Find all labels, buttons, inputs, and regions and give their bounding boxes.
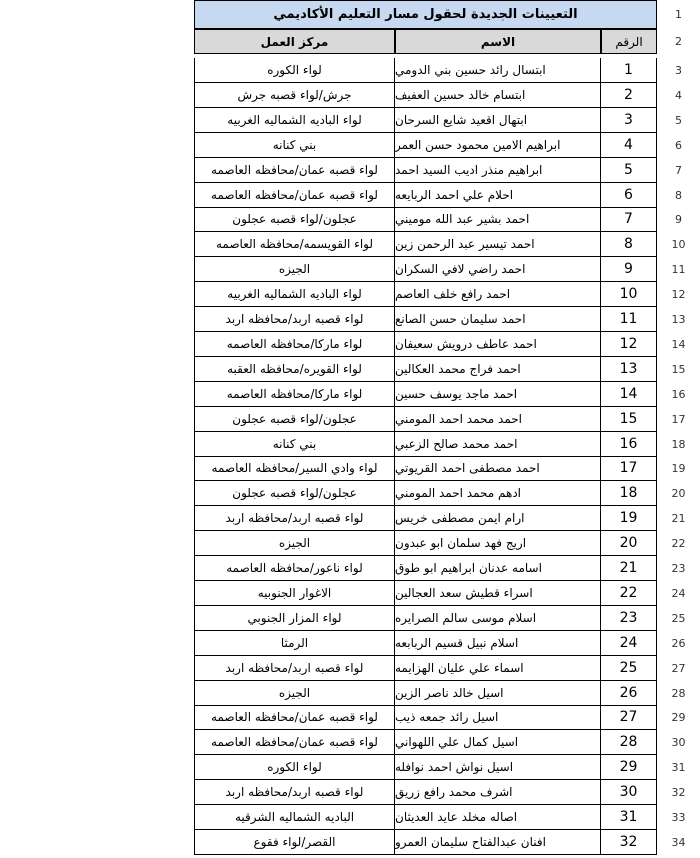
header-number[interactable]: الرقم xyxy=(601,29,657,54)
number-cell[interactable]: 26 xyxy=(601,681,657,706)
number-cell[interactable]: 2 xyxy=(601,83,657,108)
work-center-cell[interactable]: لواء الباديه الشماليه الغربيه xyxy=(194,282,395,307)
name-cell[interactable]: احمد عاطف درويش سعيفان xyxy=(395,332,601,357)
row-number[interactable]: 31 xyxy=(671,761,686,775)
table-row xyxy=(0,282,700,307)
work-center-cell[interactable]: لواء القويره/محافظه العقبه xyxy=(194,357,395,382)
number-cell[interactable]: 12 xyxy=(601,332,657,357)
number-cell[interactable]: 23 xyxy=(601,606,657,631)
row-number[interactable]: 15 xyxy=(671,362,686,376)
name-cell[interactable]: احمد محمد احمد المومني xyxy=(395,407,601,432)
work-center-cell[interactable]: الجيزه xyxy=(194,531,395,556)
number-cell[interactable]: 28 xyxy=(601,730,657,755)
row-number[interactable]: 30 xyxy=(671,736,686,750)
title-row xyxy=(0,0,700,29)
work-center-cell[interactable]: لواء قصبه عمان/محافظه العاصمه xyxy=(194,730,395,755)
row-number[interactable]: 17 xyxy=(671,412,686,426)
number-cell[interactable]: 31 xyxy=(601,805,657,830)
row-number[interactable]: 2 xyxy=(675,35,682,48)
row-number[interactable]: 11 xyxy=(671,263,686,277)
row-number[interactable]: 20 xyxy=(671,487,686,501)
name-cell[interactable]: ارام ايمن مصطفى خريس xyxy=(395,506,601,531)
name-cell[interactable]: ادهم محمد احمد المومني xyxy=(395,481,601,506)
row-number[interactable]: 29 xyxy=(671,711,686,725)
table-row xyxy=(0,407,700,432)
name-cell[interactable]: ابراهيم الامين محمود حسن العمر xyxy=(395,133,601,158)
work-center-cell[interactable]: لواء قصبه اربد/محافظه اربد xyxy=(194,780,395,805)
row-number[interactable]: 9 xyxy=(675,213,682,227)
header-work-center[interactable]: مركز العمل xyxy=(194,29,395,54)
row-number[interactable]: 26 xyxy=(671,636,686,650)
name-cell[interactable]: اسامه عدنان ابراهيم ابو طوق xyxy=(395,556,601,581)
table-row xyxy=(0,780,700,805)
number-cell[interactable]: 24 xyxy=(601,631,657,656)
row-number[interactable]: 7 xyxy=(675,163,682,177)
table-row xyxy=(0,108,700,133)
work-center-cell[interactable]: لواء ماركا/محافظه العاصمه xyxy=(194,332,395,357)
work-center-cell[interactable]: لواء المزار الجنوبي xyxy=(194,606,395,631)
name-cell[interactable]: ابتسال رائد حسين بني الدومي xyxy=(395,58,601,83)
row-number[interactable]: 27 xyxy=(671,661,686,675)
name-cell[interactable]: اسلام موسى سالم الصرايره xyxy=(395,606,601,631)
number-cell[interactable]: 6 xyxy=(601,183,657,208)
number-cell[interactable]: 11 xyxy=(601,307,657,332)
table-row xyxy=(0,581,700,606)
work-center-cell[interactable]: جرش/لواء قصبه جرش xyxy=(194,83,395,108)
table-row xyxy=(0,481,700,506)
work-center-cell[interactable]: لواء القويسمه/محافظه العاصمه xyxy=(194,232,395,257)
number-cell[interactable]: 32 xyxy=(601,830,657,855)
row-number[interactable]: 13 xyxy=(671,313,686,326)
work-center-cell[interactable]: لواء قصبه اربد/محافظه اربد xyxy=(194,506,395,531)
name-cell[interactable]: ابراهيم منذر اديب السيد احمد xyxy=(395,158,601,183)
name-cell[interactable]: احلام علي احمد الربايعه xyxy=(395,183,601,208)
number-cell[interactable]: 1 xyxy=(601,58,657,83)
number-cell[interactable]: 16 xyxy=(601,432,657,457)
row-number[interactable]: 22 xyxy=(671,537,686,551)
number-cell[interactable]: 15 xyxy=(601,407,657,432)
table-row xyxy=(0,232,700,257)
name-cell[interactable]: احمد تيسير عبد الرحمن زين xyxy=(395,232,601,257)
row-number[interactable]: 23 xyxy=(671,562,686,575)
work-center-cell[interactable]: بني كنانه xyxy=(194,432,395,457)
name-cell[interactable]: احمد فراج محمد العكالين xyxy=(395,357,601,382)
row-number[interactable]: 8 xyxy=(675,188,682,202)
row-number[interactable]: 33 xyxy=(671,811,686,824)
table-row xyxy=(0,257,700,282)
row-number[interactable]: 32 xyxy=(671,786,686,800)
name-cell[interactable]: احمد رافع خلف العاصم xyxy=(395,282,601,307)
table-row xyxy=(0,506,700,531)
table-row xyxy=(0,656,700,681)
table-row xyxy=(0,730,700,755)
header-row xyxy=(0,29,700,54)
row-number[interactable]: 34 xyxy=(671,835,686,849)
table-row xyxy=(0,332,700,357)
work-center-cell[interactable]: القصر/لواء فقوع xyxy=(194,830,395,855)
number-cell[interactable]: 21 xyxy=(601,556,657,581)
name-cell[interactable]: افنان عبدالفتاح سليمان العمرو xyxy=(395,830,601,855)
number-cell[interactable]: 19 xyxy=(601,506,657,531)
table-row xyxy=(0,83,700,108)
row-number[interactable]: 24 xyxy=(671,586,686,600)
work-center-cell[interactable]: الباديه الشماليه الشرقيه xyxy=(194,805,395,830)
name-cell[interactable]: اسيل كمال علي اللهواني xyxy=(395,730,601,755)
table-row xyxy=(0,432,700,457)
row-number[interactable]: 28 xyxy=(671,686,686,700)
table-row xyxy=(0,606,700,631)
table-row xyxy=(0,531,700,556)
number-cell[interactable]: 7 xyxy=(601,207,657,232)
table-row xyxy=(0,158,700,183)
row-number[interactable]: 21 xyxy=(671,512,686,526)
number-cell[interactable]: 5 xyxy=(601,158,657,183)
name-cell[interactable]: اسيل رائد جمعه ذيب xyxy=(395,705,601,730)
sheet-title[interactable]: التعيينات الجديدة لحقول مسار التعليم الأكاديمي xyxy=(194,0,657,29)
name-cell[interactable]: اسلام نبيل قسيم الربابعه xyxy=(395,631,601,656)
header-name[interactable]: الاسم xyxy=(395,29,601,54)
row-number[interactable]: 14 xyxy=(671,337,686,351)
work-center-cell[interactable]: لواء قصبه عمان/محافظه العاصمه xyxy=(194,705,395,730)
row-number[interactable]: 3 xyxy=(675,64,682,77)
number-cell[interactable]: 30 xyxy=(601,780,657,805)
name-cell[interactable]: ابتهال اقعيد شايع السرحان xyxy=(395,108,601,133)
work-center-cell[interactable]: الاغوار الجنوبيه xyxy=(194,581,395,606)
table-row xyxy=(0,631,700,656)
table-row xyxy=(0,183,700,208)
name-cell[interactable]: اريج فهد سلمان ابو عبدون xyxy=(395,531,601,556)
work-center-cell[interactable]: لواء الكوره xyxy=(194,755,395,780)
row-number[interactable]: 19 xyxy=(671,462,686,476)
number-cell[interactable]: 9 xyxy=(601,257,657,282)
name-cell[interactable]: احمد راضي لافي السكران xyxy=(395,257,601,282)
name-cell[interactable]: اسيل نواش احمد نوافله xyxy=(395,755,601,780)
work-center-cell[interactable]: بني كنانه xyxy=(194,133,395,158)
number-cell[interactable]: 17 xyxy=(601,456,657,481)
work-center-cell[interactable]: لواء قصبه عمان/محافظه العاصمه xyxy=(194,183,395,208)
work-center-cell[interactable]: الرمثا xyxy=(194,631,395,656)
work-center-cell[interactable]: لواء الكوره xyxy=(194,58,395,83)
name-cell[interactable]: اصاله مخلد عايد العديثان xyxy=(395,805,601,830)
work-center-cell[interactable]: لواء قصبه اربد/محافظه اربد xyxy=(194,656,395,681)
number-cell[interactable]: 10 xyxy=(601,282,657,307)
number-cell[interactable]: 25 xyxy=(601,656,657,681)
number-cell[interactable]: 13 xyxy=(601,357,657,382)
table-row xyxy=(0,556,700,581)
row-number[interactable]: 5 xyxy=(675,113,682,127)
table-row xyxy=(0,357,700,382)
number-cell[interactable]: 14 xyxy=(601,382,657,407)
table-row xyxy=(0,307,700,332)
name-cell[interactable]: ابتسام خالد حسين العفيف xyxy=(395,83,601,108)
work-center-cell[interactable]: لواء قصبه اربد/محافظه اربد xyxy=(194,307,395,332)
row-number[interactable]: 6 xyxy=(675,138,682,152)
number-cell[interactable]: 4 xyxy=(601,133,657,158)
work-center-cell[interactable]: لواء ناعور/محافظه العاصمه xyxy=(194,556,395,581)
name-cell[interactable]: اسماء علي عليان الهزايمه xyxy=(395,656,601,681)
number-cell[interactable]: 18 xyxy=(601,481,657,506)
number-cell[interactable]: 22 xyxy=(601,581,657,606)
name-cell[interactable]: احمد مصطفى احمد القريوتي xyxy=(395,456,601,481)
work-center-cell[interactable]: الجيزه xyxy=(194,681,395,706)
table-row xyxy=(0,705,700,730)
work-center-cell[interactable]: لواء ماركا/محافظه العاصمه xyxy=(194,382,395,407)
work-center-cell[interactable]: الجيزه xyxy=(194,257,395,282)
name-cell[interactable]: اشرف محمد رافع زريق xyxy=(395,780,601,805)
row-number[interactable]: 10 xyxy=(671,238,686,252)
row-number[interactable]: 4 xyxy=(675,88,682,102)
table-row xyxy=(0,681,700,706)
row-number[interactable]: 16 xyxy=(671,387,686,401)
name-cell[interactable]: احمد سليمان حسن الصانع xyxy=(395,307,601,332)
name-cell[interactable]: احمد بشير عبد الله موميني xyxy=(395,207,601,232)
work-center-cell[interactable]: عجلون/لواء قصبه عجلون xyxy=(194,207,395,232)
number-cell[interactable]: 27 xyxy=(601,705,657,730)
work-center-cell[interactable]: عجلون/لواء قصبه عجلون xyxy=(194,481,395,506)
table-row xyxy=(0,830,700,855)
table-row xyxy=(0,456,700,481)
table-row xyxy=(0,133,700,158)
table-row xyxy=(0,805,700,830)
name-cell[interactable]: اسراء قطيش سعد العجالين xyxy=(395,581,601,606)
number-cell[interactable]: 20 xyxy=(601,531,657,556)
row-number[interactable]: 25 xyxy=(671,611,686,625)
table-row xyxy=(0,755,700,780)
work-center-cell[interactable]: لواء وادي السير/محافظه العاصمه xyxy=(194,456,395,481)
row-number[interactable]: 1 xyxy=(675,8,682,21)
table-row xyxy=(0,58,700,83)
number-cell[interactable]: 29 xyxy=(601,755,657,780)
table-row xyxy=(0,382,700,407)
row-number[interactable]: 12 xyxy=(671,288,686,302)
work-center-cell[interactable]: لواء قصبه عمان/محافظه العاصمه xyxy=(194,158,395,183)
row-number[interactable]: 18 xyxy=(671,437,686,451)
number-cell[interactable]: 8 xyxy=(601,232,657,257)
name-cell[interactable]: احمد محمد صالح الزعبي xyxy=(395,432,601,457)
number-cell[interactable]: 3 xyxy=(601,108,657,133)
work-center-cell[interactable]: عجلون/لواء قصبه عجلون xyxy=(194,407,395,432)
name-cell[interactable]: اسيل خالد ناصر الزين xyxy=(395,681,601,706)
name-cell[interactable]: احمد ماجد يوسف حسين xyxy=(395,382,601,407)
work-center-cell[interactable]: لواء الباديه الشماليه الغربيه xyxy=(194,108,395,133)
table-row xyxy=(0,207,700,232)
